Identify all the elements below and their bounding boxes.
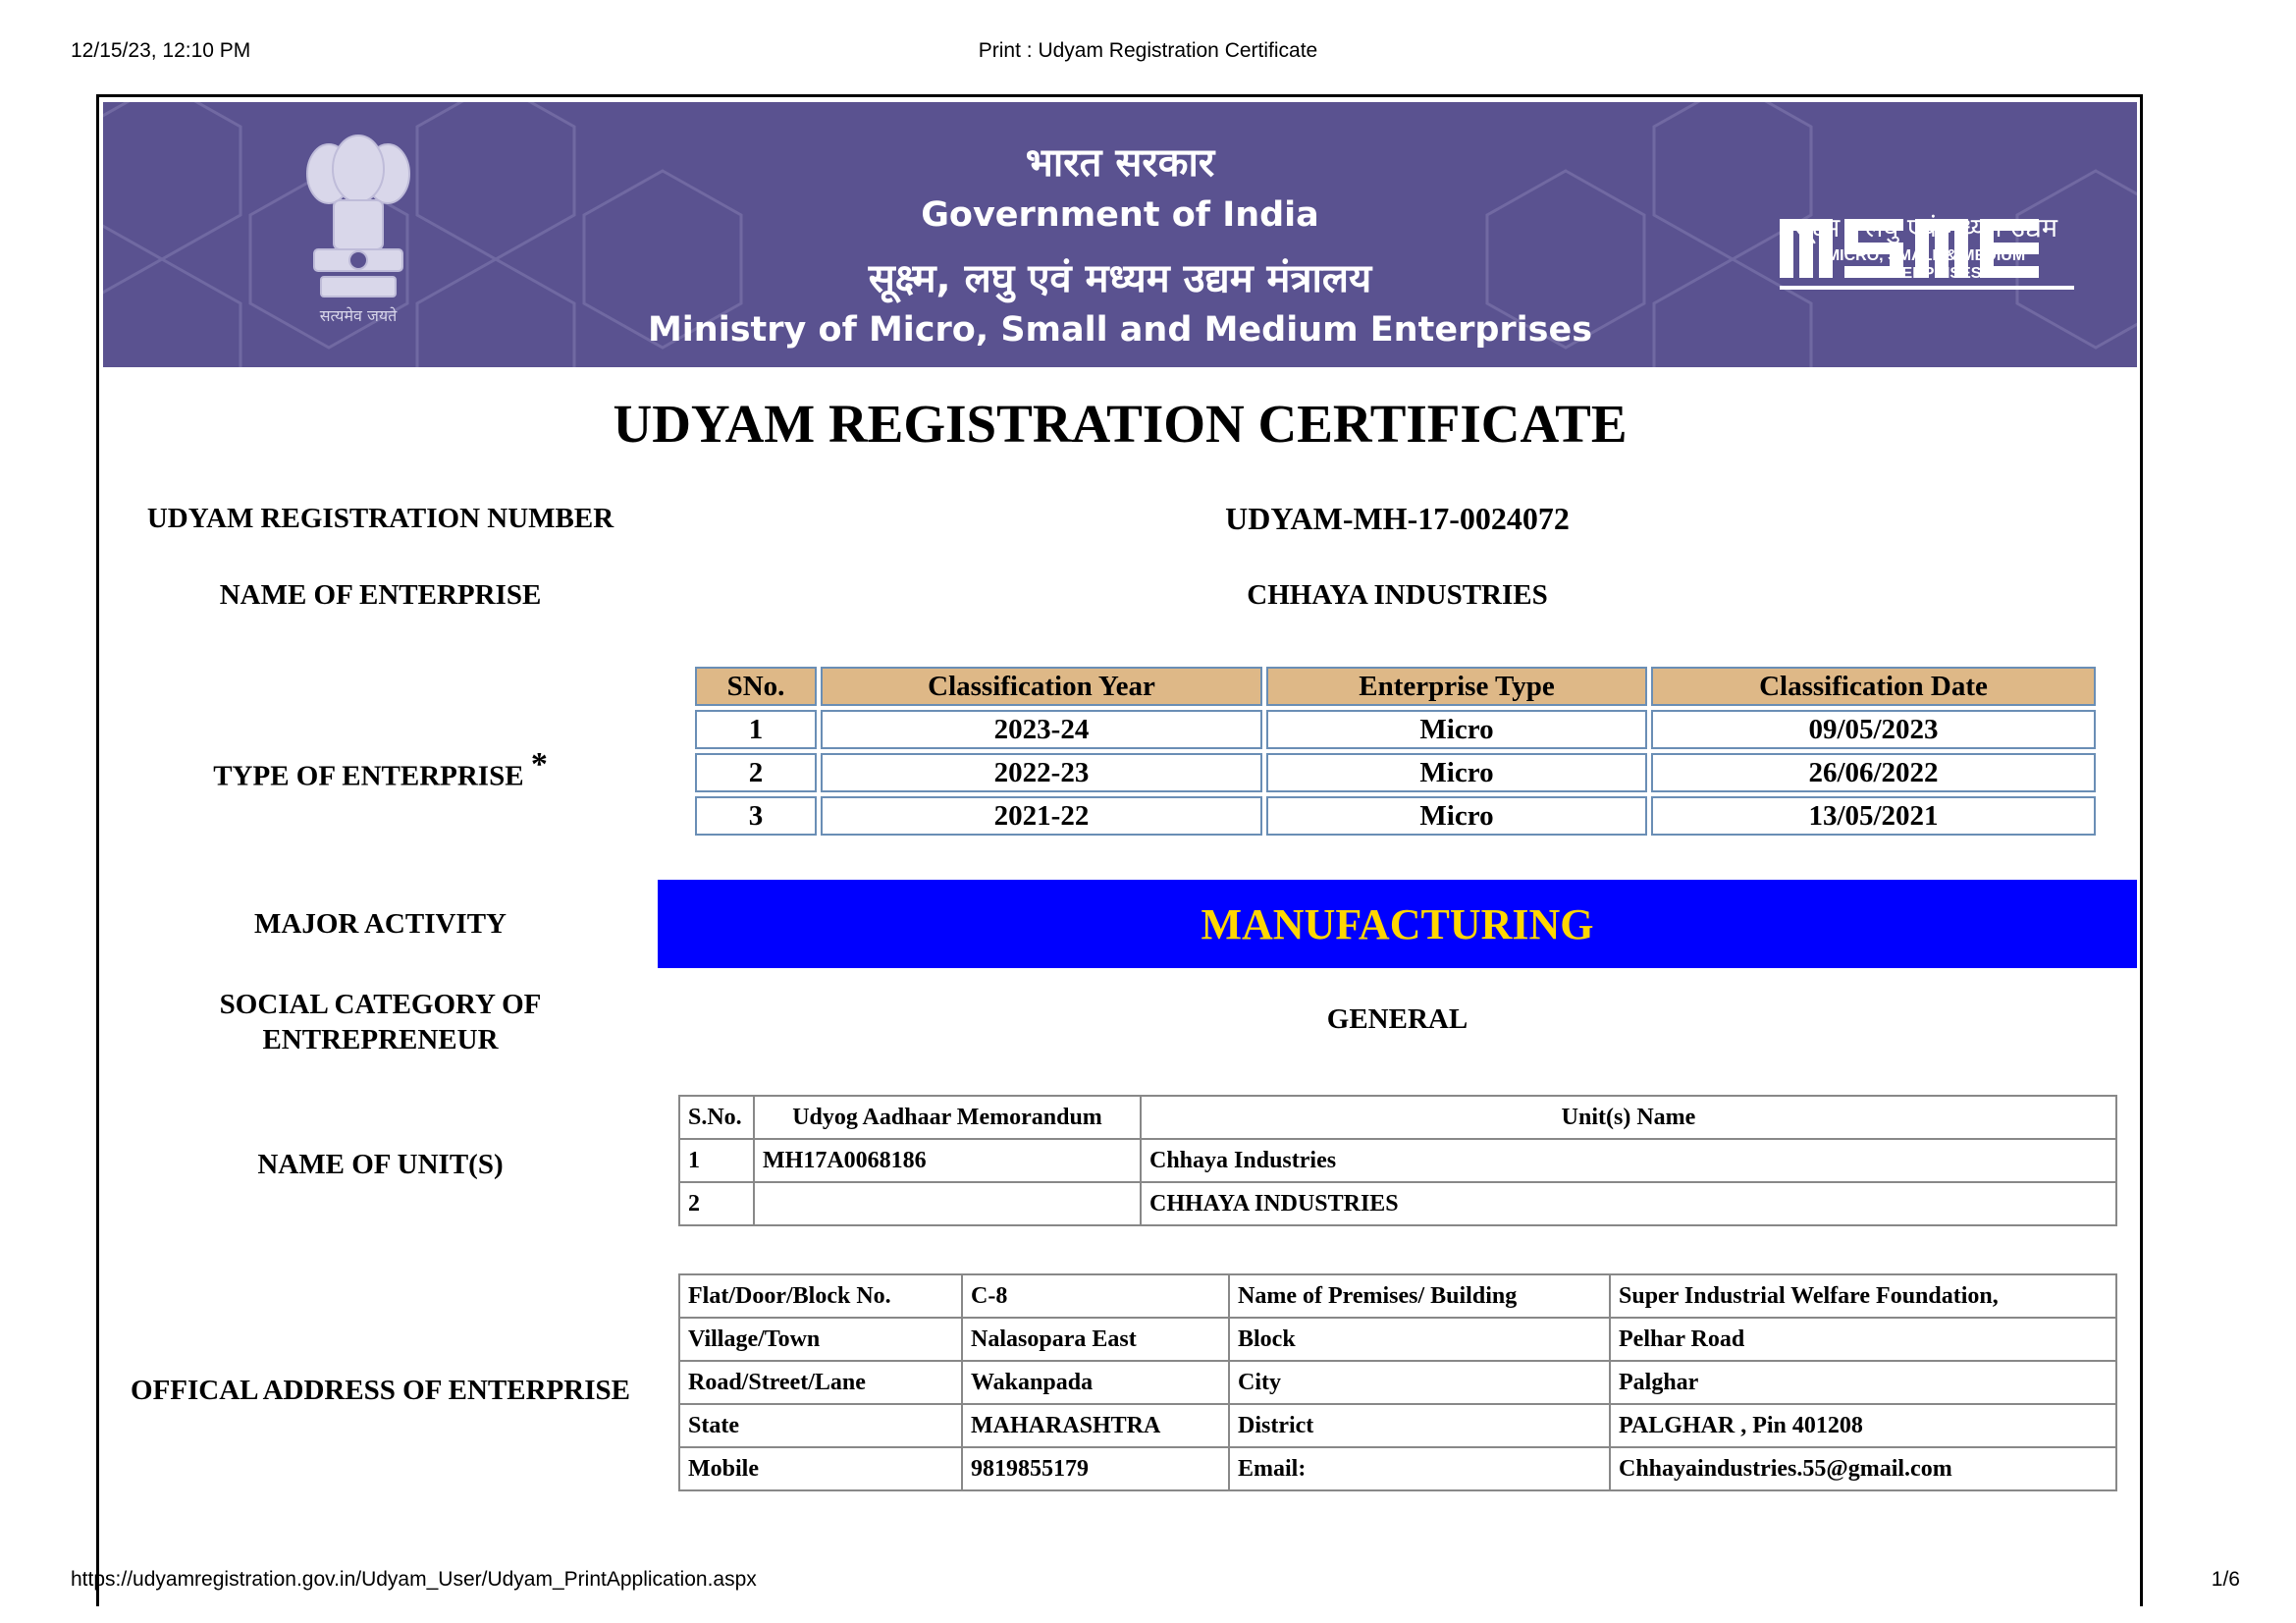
government-banner [103, 102, 2137, 367]
classification-cell-sno: 3 [695, 796, 817, 836]
classification-cell-year: 2021-22 [821, 796, 1262, 836]
table-row [679, 1182, 2116, 1225]
classification-cell-date: 13/05/2021 [1651, 796, 2096, 836]
social-category-label-line2: ENTREPRENEUR [262, 1024, 499, 1055]
major-activity-value: MANUFACTURING [1201, 899, 1594, 948]
ministry-name-english: Ministry of Micro, Small and Medium Enterprises [647, 310, 1593, 350]
classification-header-date: Classification Date [1651, 667, 2096, 706]
print-page-number: 1/6 [2211, 1568, 2240, 1591]
classification-header-year: Classification Year [821, 667, 1262, 706]
address-field-value: Pelhar Road [1610, 1318, 2116, 1361]
classification-cell-year: 2022-23 [821, 753, 1262, 792]
address-field-label: Flat/Door/Block No. [679, 1274, 962, 1318]
classification-cell-type: Micro [1266, 796, 1647, 836]
mobile-number: 9819855179 [962, 1447, 1229, 1490]
enterprise-type-asterisk: * [530, 746, 548, 783]
address-field-label: Mobile [679, 1447, 962, 1490]
print-datetime: 12/15/23, 12:10 PM [71, 39, 251, 62]
major-activity-label: MAJOR ACTIVITY [254, 908, 507, 940]
email-address: Chhayaindustries.55@gmail.com [1610, 1447, 2116, 1490]
enterprise-type-label-text: TYPE OF ENTERPRISE [213, 760, 524, 792]
units-header-memorandum: Udyog Aadhaar Memorandum [754, 1096, 1141, 1139]
major-activity-bar [658, 880, 2137, 968]
table-row [679, 1447, 2116, 1490]
classification-header-sno: SNo. [695, 667, 817, 706]
classification-cell-year: 2023-24 [821, 710, 1262, 749]
table-row [679, 1361, 2116, 1404]
address-field-value: MAHARASHTRA [962, 1404, 1229, 1447]
address-field-label: Block [1229, 1318, 1610, 1361]
units-header-unit-name: Unit(s) Name [1141, 1096, 2116, 1139]
address-table [678, 1273, 2117, 1491]
address-field-label: State [679, 1404, 962, 1447]
table-row [679, 1274, 2116, 1318]
classification-header-row [695, 667, 2096, 706]
address-field-label: Road/Street/Lane [679, 1361, 962, 1404]
units-cell-sno: 2 [679, 1182, 754, 1225]
address-field-value: Palghar [1610, 1361, 2116, 1404]
address-field-label: Email: [1229, 1447, 1610, 1490]
government-name-hindi: भारत सरकार [1025, 140, 1215, 186]
certificate-title: UDYAM REGISTRATION CERTIFICATE [613, 394, 1628, 454]
address-field-label: District [1229, 1404, 1610, 1447]
social-category-value: GENERAL [1326, 1003, 1468, 1035]
enterprise-type-label [103, 746, 658, 793]
social-category-label [103, 987, 658, 1057]
classification-cell-sno: 1 [695, 710, 817, 749]
address-field-value: Wakanpada [962, 1361, 1229, 1404]
enterprise-name-value: CHHAYA INDUSTRIES [1247, 579, 1548, 611]
units-header-row [679, 1096, 2116, 1139]
government-name-english: Government of India [921, 195, 1319, 235]
units-cell-unit-name: Chhaya Industries [1141, 1139, 2116, 1182]
classification-cell-type: Micro [1266, 753, 1647, 792]
classification-cell-type: Micro [1266, 710, 1647, 749]
units-table [678, 1095, 2117, 1226]
address-field-label: Name of Premises/ Building [1229, 1274, 1610, 1318]
table-row [679, 1139, 2116, 1182]
emblem-motto: सत्यमेव जयते [319, 306, 398, 325]
table-row [695, 753, 2096, 792]
address-field-value: Super Industrial Welfare Foundation, [1610, 1274, 2116, 1318]
classification-cell-date: 09/05/2023 [1651, 710, 2096, 749]
address-field-value: PALGHAR , Pin 401208 [1610, 1404, 2116, 1447]
enterprise-name-label: NAME OF ENTERPRISE [219, 579, 542, 611]
table-row [695, 796, 2096, 836]
registration-number-value: UDYAM-MH-17-0024072 [1225, 501, 1570, 536]
address-field-label: Village/Town [679, 1318, 962, 1361]
units-cell-memorandum: MH17A0068186 [754, 1139, 1141, 1182]
address-field-value: Nalasopara East [962, 1318, 1229, 1361]
address-field-value: C-8 [962, 1274, 1229, 1318]
msme-logo [1770, 124, 2084, 367]
official-address-label: OFFICAL ADDRESS OF ENTERPRISE [131, 1375, 630, 1406]
table-row [679, 1404, 2116, 1447]
units-cell-memorandum [754, 1182, 1141, 1225]
msme-tagline-hindi: सूक्ष्म , लघु एवं मध्यम उद्यम [1793, 213, 2058, 243]
ministry-name-hindi: सूक्ष्म, लघु एवं मध्यम उद्यम मंत्रालय [868, 256, 1372, 301]
classification-table [691, 663, 2100, 839]
classification-header-type: Enterprise Type [1266, 667, 1647, 706]
print-page-title: Print : Udyam Registration Certificate [978, 39, 1318, 62]
registration-number-label: UDYAM REGISTRATION NUMBER [146, 503, 614, 534]
classification-cell-date: 26/06/2022 [1651, 753, 2096, 792]
social-category-label-line1: SOCIAL CATEGORY OF [219, 989, 542, 1020]
table-row [695, 710, 2096, 749]
msme-tagline-english: MICRO, SMALL & MEDIUM ENTERPRISES [1826, 247, 2026, 282]
address-field-label: City [1229, 1361, 1610, 1404]
units-header-sno: S.No. [679, 1096, 754, 1139]
units-cell-unit-name: CHHAYA INDUSTRIES [1141, 1182, 2116, 1225]
table-row [679, 1318, 2116, 1361]
units-label: NAME OF UNIT(S) [257, 1149, 504, 1180]
print-url: https://udyamregistration.gov.in/Udyam_User/Udyam_PrintApplication.aspx [71, 1568, 757, 1591]
units-cell-sno: 1 [679, 1139, 754, 1182]
classification-cell-sno: 2 [695, 753, 817, 792]
